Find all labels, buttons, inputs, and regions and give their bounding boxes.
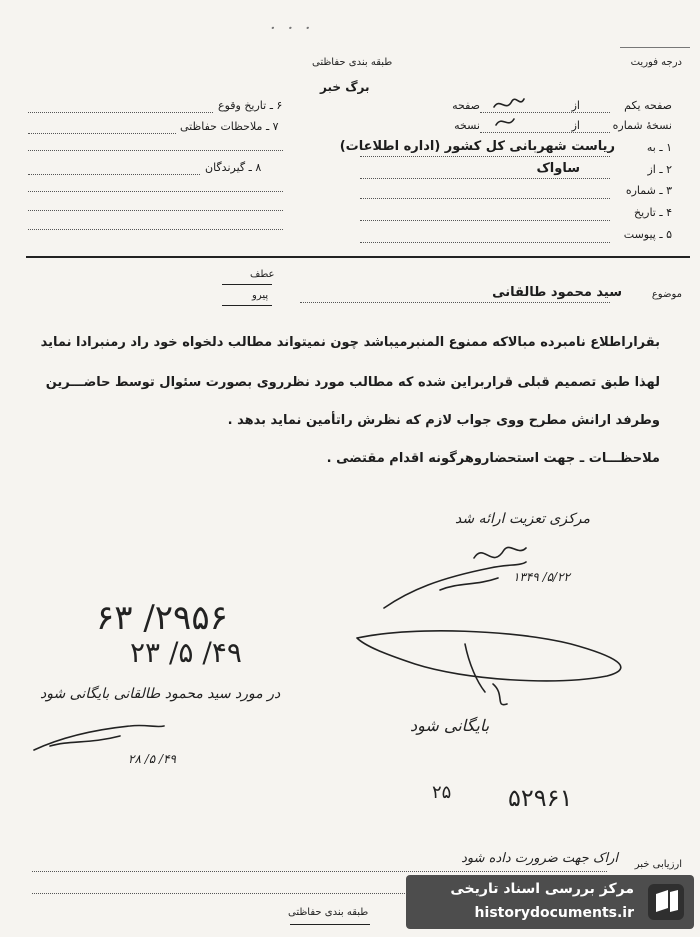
handwritten-big-number: ۲۹۵۶/ ۶۳ <box>96 598 228 638</box>
copy-word: نسخه <box>454 119 480 132</box>
page-of: از <box>571 99 580 112</box>
date-label: ۴ ـ تاریخ <box>633 206 672 219</box>
handwritten-big-date: ۴۹/ ۵/ ۲۳ <box>130 636 242 669</box>
page-word: صفحه <box>452 99 480 112</box>
handwritten-note-center: بایگانی شود <box>410 716 490 735</box>
copy-of: از <box>571 119 580 132</box>
central-large-signature-icon <box>345 624 645 714</box>
handwritten-date-left: ۴۹/ ۵/ ۲۸ <box>128 752 176 766</box>
body-line-1: بقراراطلاع نامبرده مبالاکه ممنوع المنبرمیباشد چون نمیتواند مطالب دلخواه خود راد رمنبرادا نماید <box>40 335 660 350</box>
security-notes-label: ۷ ـ ملاحظات حفاظتی <box>180 120 279 133</box>
page-number-handwritten-icon <box>490 93 530 133</box>
long-signature-icon <box>380 560 530 615</box>
subject-label: موضوع <box>651 289 682 300</box>
top-stamp-blur: · · · <box>270 18 314 39</box>
archive-logo-icon <box>646 882 686 922</box>
body-line-2: لهذا طبق تصمیم قبلی قراربراین شده که مطالب مورد نظرروی بصورت سئوال توسط حاضـــرین <box>45 375 660 390</box>
subject-value: سید محمود طالقانی <box>492 285 622 300</box>
watermark-website: historydocuments.ir <box>474 905 634 921</box>
classification-bottom: طبقه بندی حفاظتی <box>288 907 369 918</box>
handwritten-evaluation-note: اراک جهت ضرورت داده شود <box>461 851 618 866</box>
to-label: ۱ ـ به <box>646 141 672 154</box>
classification-top: طبقه بندی حفاظتی <box>312 57 393 68</box>
to-value: ریاست شهربانی کل کشور (اداره اطلاعات) <box>339 139 615 154</box>
copy-label: نسخهٔ شماره <box>612 119 672 132</box>
number-label: ۳ ـ شماره <box>625 184 672 197</box>
handwritten-note-left: در مورد سید محمود طالقانی بایگانی شود <box>40 686 281 702</box>
body-line-4: ملاحظـــات ـ جهت استحضاروهرگونه اقدام مقتضی . <box>326 451 660 466</box>
attachment-label: ۵ ـ پیوست <box>623 228 672 241</box>
page-label: صفحه یکم <box>624 99 672 112</box>
form-title: برگ خبر <box>320 80 370 94</box>
ref-label: عطف <box>250 269 275 280</box>
watermark-org-name: مرکز بررسی اسناد تاریخی <box>450 881 634 897</box>
handwritten-date-right: ۵/۲۲/ ۱۳۴۹ <box>512 570 570 584</box>
handwritten-note-top: مرکزی تعزیت ارائه شد <box>455 511 590 527</box>
urgency-label: درجه فوریت <box>630 57 682 68</box>
evaluation-label: ارزیابی خبر <box>634 859 682 870</box>
from-label: ۲ ـ از <box>647 163 672 176</box>
from-value: ساواک <box>536 161 580 176</box>
recipients-label: ۸ ـ گیرندگان <box>205 161 262 174</box>
handwritten-number-right: ۵۲۹۶۱ <box>508 784 573 812</box>
event-date-label: ۶ ـ تاریخ وقوع <box>218 99 283 112</box>
handwritten-number-center: ۲۵ <box>432 782 452 803</box>
body-line-3: وطرفد ارانش مطرح ووی جواب لازم که نظرش راتأمین نماید بدهد . <box>227 413 660 428</box>
follow-label: پیرو <box>252 290 269 301</box>
watermark-logo <box>406 875 694 929</box>
